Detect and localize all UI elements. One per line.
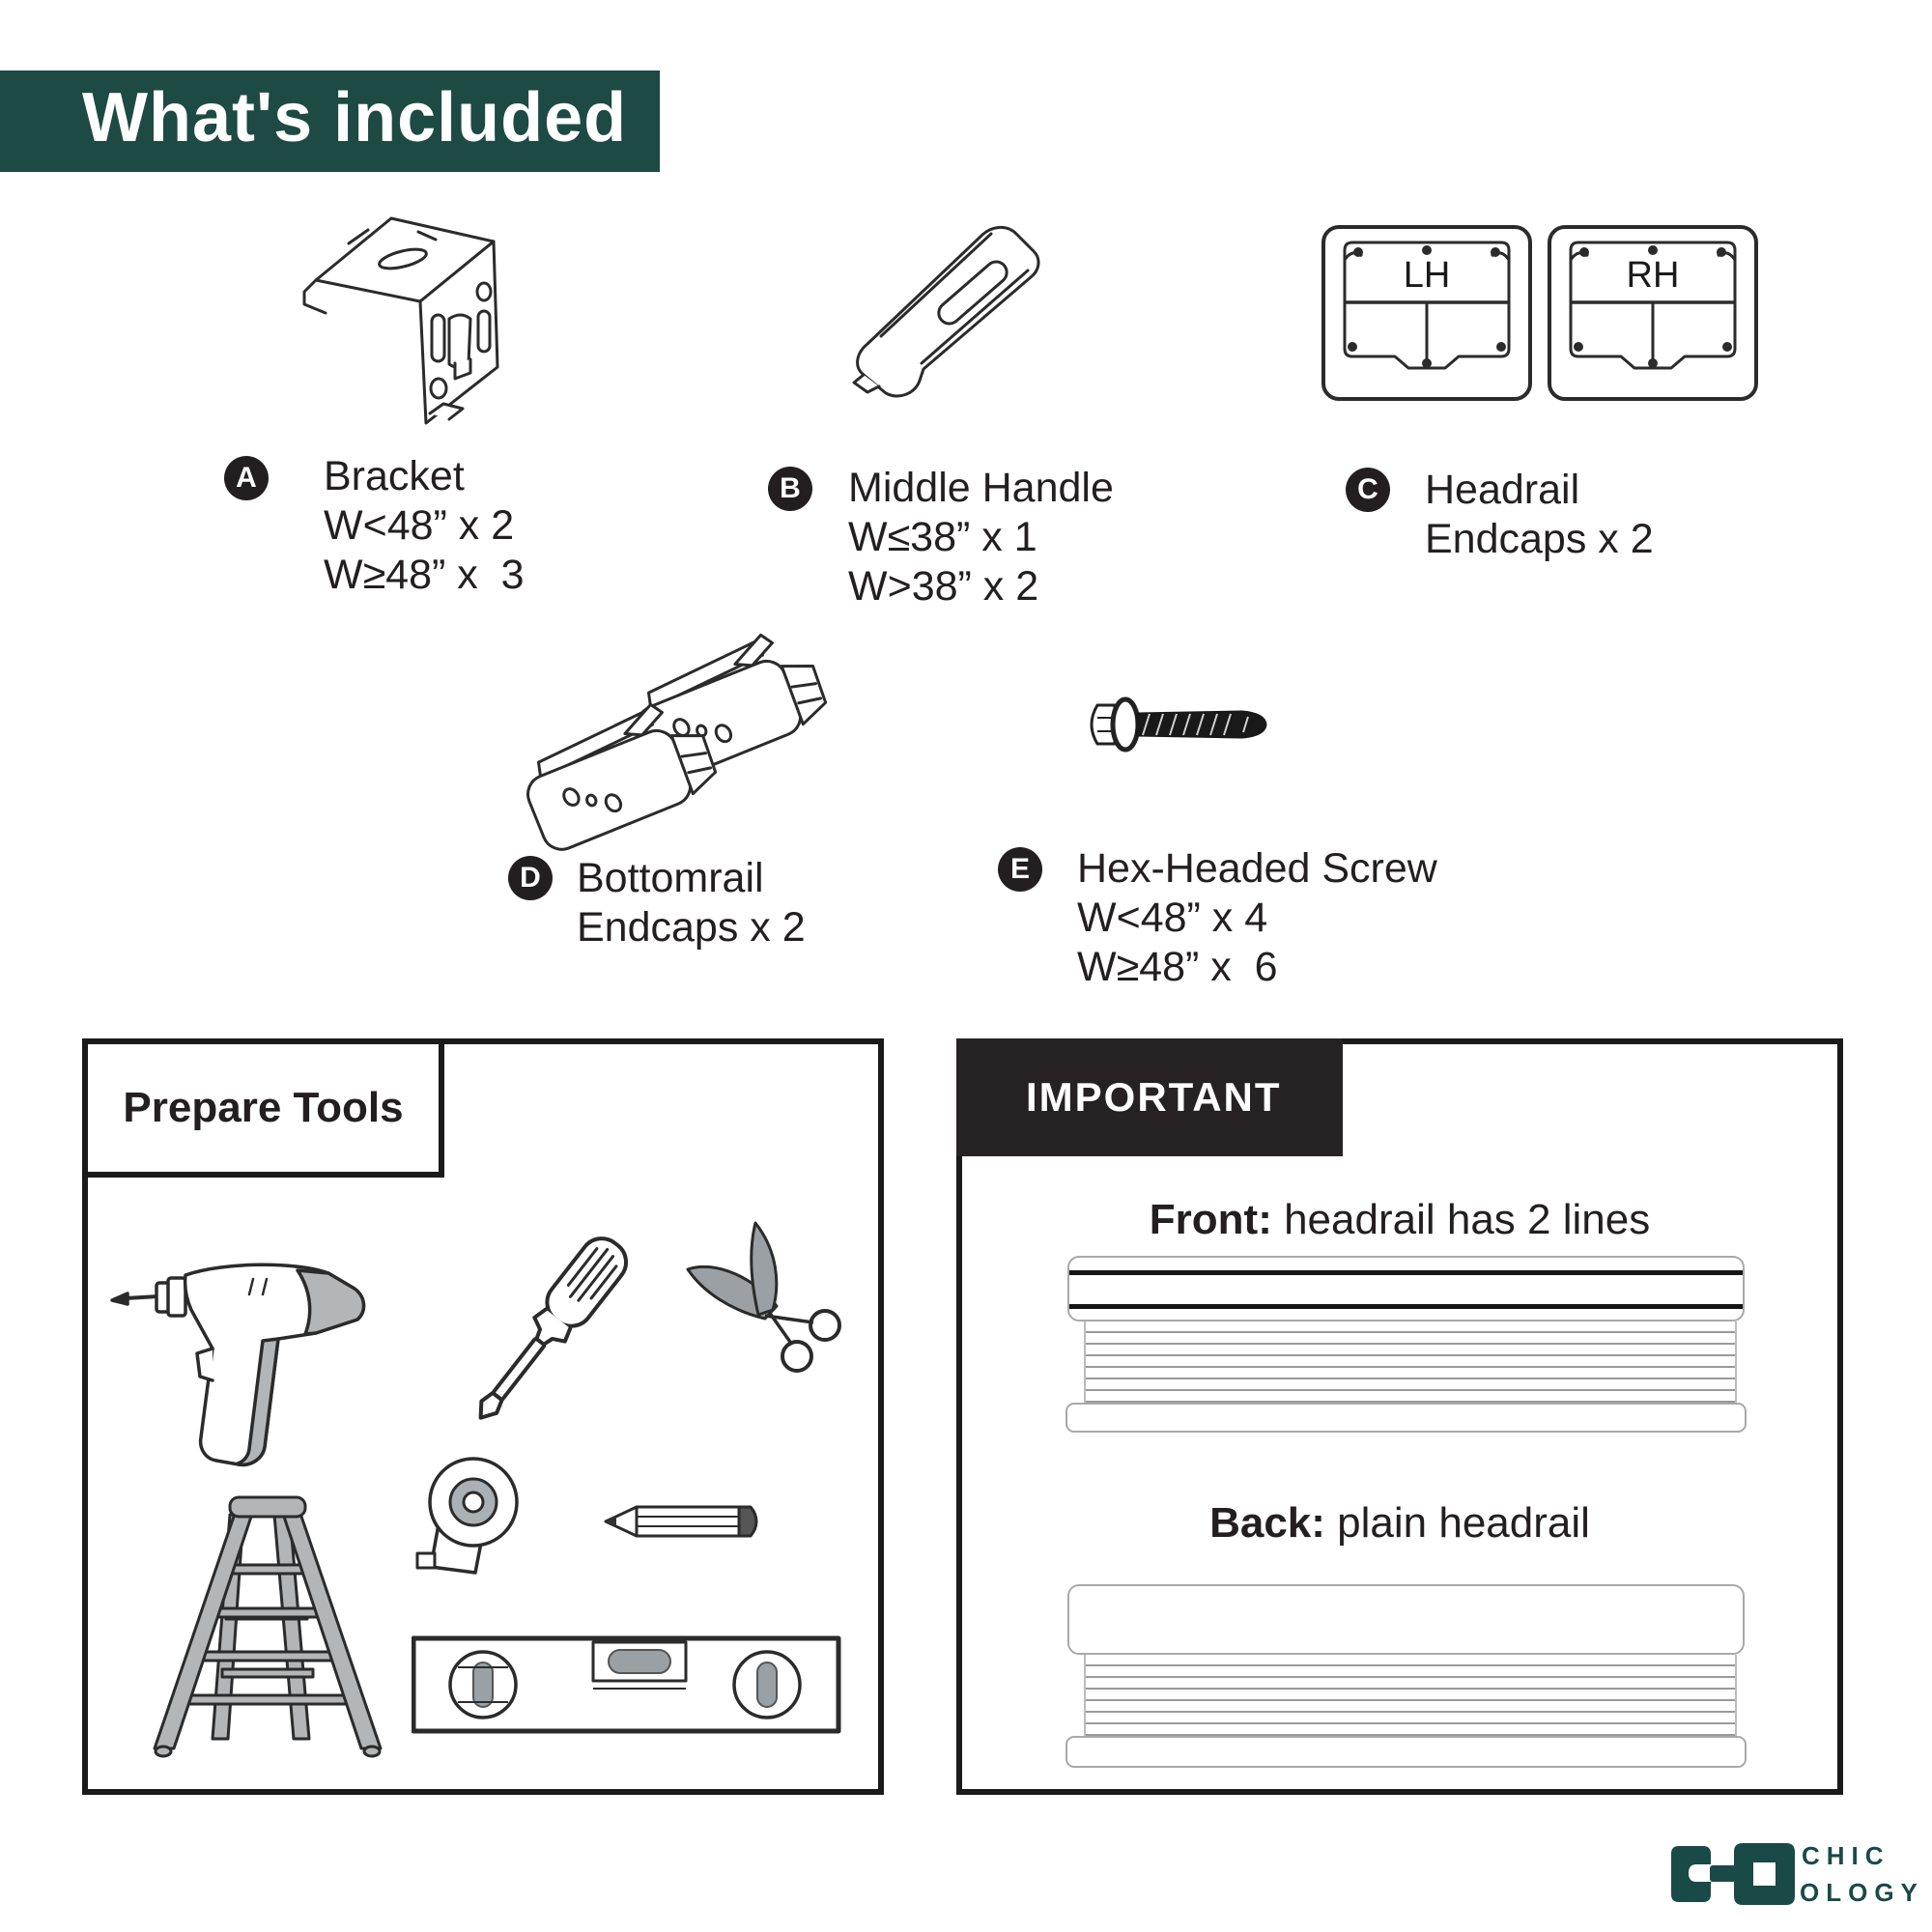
front-headrail-line-1 <box>1069 1270 1743 1275</box>
drill-icon <box>108 1258 388 1475</box>
item-b-name: Middle Handle <box>848 465 1114 511</box>
item-d-badge <box>508 856 553 900</box>
item-c-qty: Endcaps x 2 <box>1425 516 1654 562</box>
headrail-endcap-right-illustration <box>1548 225 1758 401</box>
chicology-logo-icon <box>1666 1837 1802 1913</box>
bracket-illustration <box>295 203 507 425</box>
headrail-endcap-left-illustration <box>1321 225 1532 401</box>
item-b-qty-2: W>38” x 2 <box>848 563 1039 610</box>
front-headrail-line-2 <box>1069 1304 1743 1309</box>
front-caption-text: headrail has 2 lines <box>1271 1196 1651 1243</box>
item-d-name: Bottomrail <box>577 855 764 901</box>
prepare-tools-title: Prepare Tools <box>123 1084 404 1131</box>
endcap-lh-label: LH <box>1403 255 1451 296</box>
middle-handle-illustration <box>838 211 1056 409</box>
item-a-letter: A <box>236 462 257 494</box>
back-caption-label: Back: <box>1209 1499 1325 1547</box>
item-a-qty-2: W≥48” x 3 <box>324 552 525 598</box>
back-pleats-illustration <box>1084 1655 1737 1736</box>
item-b-letter: B <box>780 472 801 504</box>
front-caption-label: Front: <box>1149 1196 1272 1243</box>
item-e-name: Hex-Headed Screw <box>1077 845 1437 892</box>
item-a-qty-1: W<48” x 2 <box>324 502 515 549</box>
tape-measure-icon <box>415 1451 526 1601</box>
page-title-banner <box>0 71 660 172</box>
item-e-qty-2: W≥48” x 6 <box>1077 944 1278 990</box>
back-headrail-illustration <box>1067 1584 1745 1655</box>
item-e-letter: E <box>1009 853 1030 885</box>
back-caption <box>956 1499 1843 1548</box>
item-b-badge <box>768 467 812 511</box>
item-c-letter: C <box>1357 473 1378 505</box>
item-b-qty-1: W≤38” x 1 <box>848 514 1037 560</box>
front-caption <box>956 1196 1843 1244</box>
item-e-text <box>1077 844 1437 992</box>
front-bottomrail-illustration <box>1065 1403 1747 1433</box>
scissors-icon <box>684 1219 858 1398</box>
endcap-rh-label: RH <box>1626 255 1680 296</box>
ladder-icon <box>135 1495 406 1771</box>
item-b-text <box>848 464 1114 611</box>
item-e-badge <box>998 847 1042 892</box>
prepare-tools-title-box <box>82 1038 444 1178</box>
screwdriver-icon <box>454 1235 662 1476</box>
item-d-letter: D <box>520 862 541 894</box>
item-a-text <box>324 452 525 600</box>
back-bottomrail-illustration <box>1065 1736 1747 1768</box>
level-icon <box>412 1634 844 1739</box>
bottomrail-endcaps-illustration <box>512 607 840 872</box>
item-c-name: Headrail <box>1425 467 1580 513</box>
important-banner <box>956 1038 1343 1156</box>
important-title: IMPORTANT <box>1026 1074 1282 1120</box>
pencil-icon <box>604 1499 758 1544</box>
front-headrail-illustration <box>1067 1256 1745 1321</box>
logo-text-line2: OLOGY <box>1800 1878 1924 1907</box>
item-a-badge <box>224 456 269 500</box>
page-title: What's included <box>82 79 628 156</box>
item-d-text <box>577 854 806 952</box>
item-d-qty: Endcaps x 2 <box>577 904 806 951</box>
back-caption-text: plain headrail <box>1324 1499 1590 1547</box>
item-a-name: Bracket <box>324 453 465 499</box>
item-c-badge <box>1346 468 1390 512</box>
hex-screw-illustration <box>1090 688 1278 760</box>
item-c-text <box>1425 466 1654 564</box>
item-e-qty-1: W<48” x 4 <box>1077 895 1268 941</box>
logo-text-line1: CHIC <box>1802 1841 1890 1870</box>
front-pleats-illustration <box>1084 1321 1737 1403</box>
